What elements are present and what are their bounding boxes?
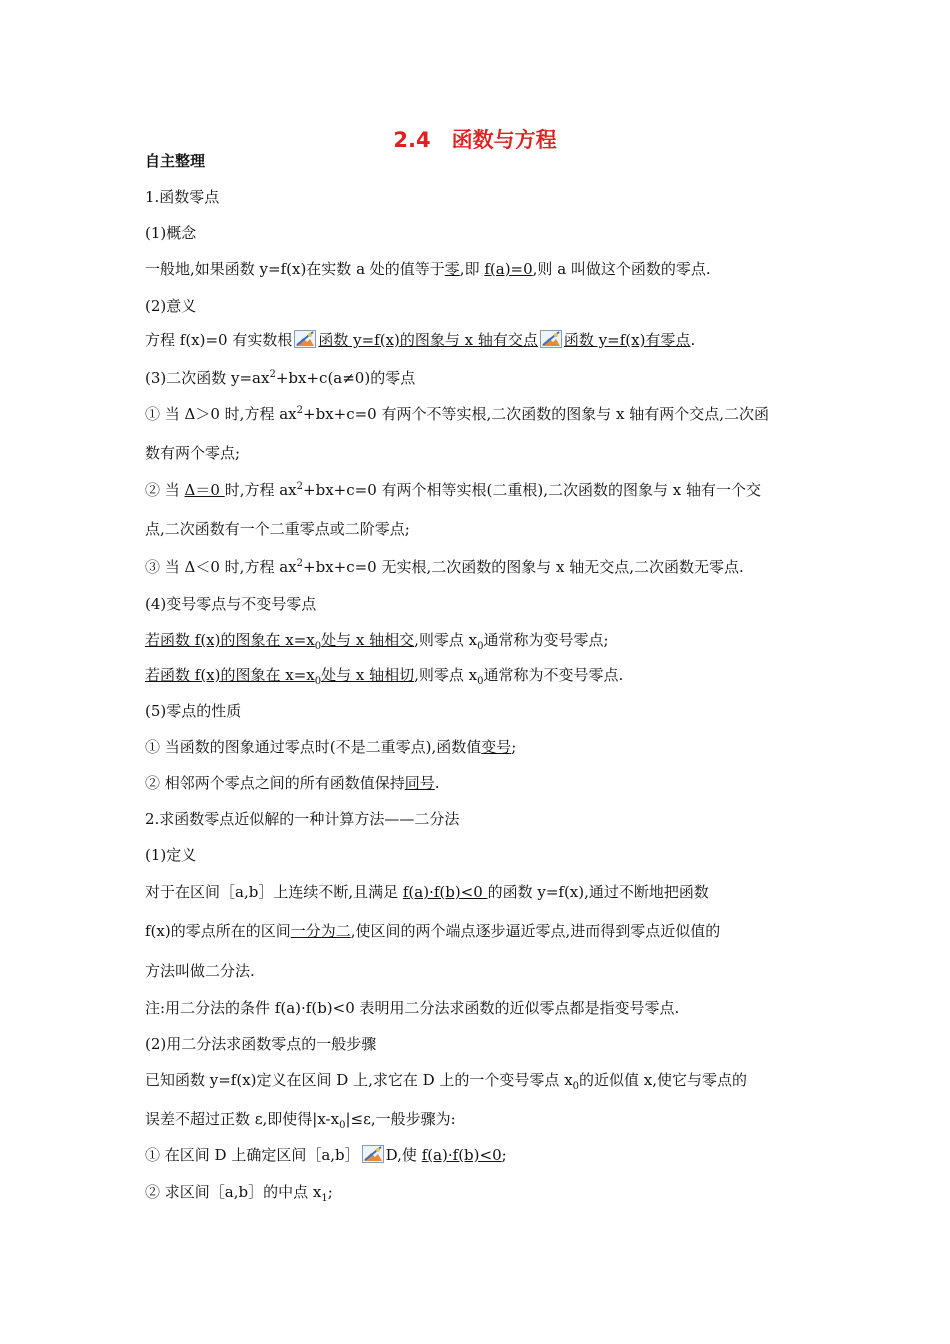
subheading-concept: (1)概念 [145, 224, 197, 242]
case-2-line-2: 点,二次函数有一个二重零点或二阶零点; [145, 520, 410, 538]
broken-image-icon [294, 330, 316, 348]
note-line: 注:用二分法的条件 f(a)·f(b)<0 表明用二分法求函数的近似零点都是指变号零点. [145, 999, 680, 1017]
subheading-definition: (1)定义 [145, 846, 197, 864]
broken-image-icon [362, 1145, 384, 1163]
case-2-line-1: ② 当 Δ＝0 时,方程 $ax^2+bx+c=0$ 有两个相等实根(二重根),二次函数的图象与 x 轴有一个交 [145, 481, 761, 499]
definition-line-1: 对于在区间［a,b］上连续不断,且满足 f(a)·f(b)<0 的函数 y=f(x),通过不断地把函数 [145, 883, 709, 901]
heading-2: 2.求函数零点近似解的一种计算方法——二分法 [145, 810, 460, 828]
paragraph-concept: 一般地,如果函数 y=f(x)在实数 a 处的值等于零,即 f(a)=0,则 a 叫做这个函数的零点. [145, 260, 711, 278]
step-1: ① 在区间 D 上确定区间［a,b］ D,使 f(a)·f(b)<0; [145, 1146, 507, 1164]
case-1-line-2: 数有两个零点; [145, 444, 241, 462]
property-1: ① 当函数的图象通过零点时(不是二重零点),函数值变号; [145, 738, 517, 756]
case-1-line-1: ① 当 Δ＞0 时,方程 $ax^2+bx+c=0$ 有两个不等实根,二次函数的图象与 x 轴有两个交点,二次函 [145, 405, 770, 423]
steps-intro-line-1: 已知函数 y=f(x)定义在区间 D 上,求它在 D 上的一个变号零点 $x_0$的近似值 x,使它与零点的 [145, 1071, 748, 1092]
sign-change-zero-line: 若函数 f(x)的图象在 $x=x_0$处与 x 轴相交,则零点 $x_0$通常称为变号零点; [145, 631, 609, 652]
case-3-line: ③ 当 Δ＜0 时,方程 $ax^2+bx+c=0$ 无实根,二次函数的图象与 x 轴无交点,二次函数无零点. [145, 558, 744, 576]
step-2: ② 求区间［a,b］的中点 $x_1$; [145, 1183, 333, 1204]
paragraph-meaning: 方程 f(x)=0 有实数根 函数 y=f(x)的图象与 x 轴有交点 函数 y=f(x)有零点. [145, 331, 696, 349]
section-heading: 自主整理 [145, 152, 206, 170]
property-2: ② 相邻两个零点之间的所有函数值保持同号. [145, 774, 440, 792]
no-sign-change-zero-line: 若函数 f(x)的图象在 $x=x_0$处与 x 轴相切,则零点 $x_0$通常称为不变号零点. [145, 666, 624, 687]
steps-intro-line-2: 误差不超过正数 ε,即使得$|x-x_0|\le\varepsilon$,一般步骤为: [145, 1110, 456, 1131]
subheading-steps: (2)用二分法求函数零点的一般步骤 [145, 1035, 377, 1053]
definition-line-2: f(x)的零点所在的区间一分为二,使区间的两个端点逐步逼近零点,进而得到零点近似值的 [145, 922, 721, 940]
heading-1: 1.函数零点 [145, 188, 220, 206]
subheading-sign-zeros: (4)变号零点与不变号零点 [145, 595, 317, 613]
broken-image-icon [540, 330, 562, 348]
subheading-quadratic: (3)二次函数 $y=ax^2+bx+c(a\ne 0)$的零点 [145, 369, 416, 387]
page-title: 2.4 函数与方程 [393, 128, 557, 152]
subheading-properties: (5)零点的性质 [145, 702, 242, 720]
definition-line-3: 方法叫做二分法. [145, 962, 255, 980]
subheading-meaning: (2)意义 [145, 297, 197, 315]
